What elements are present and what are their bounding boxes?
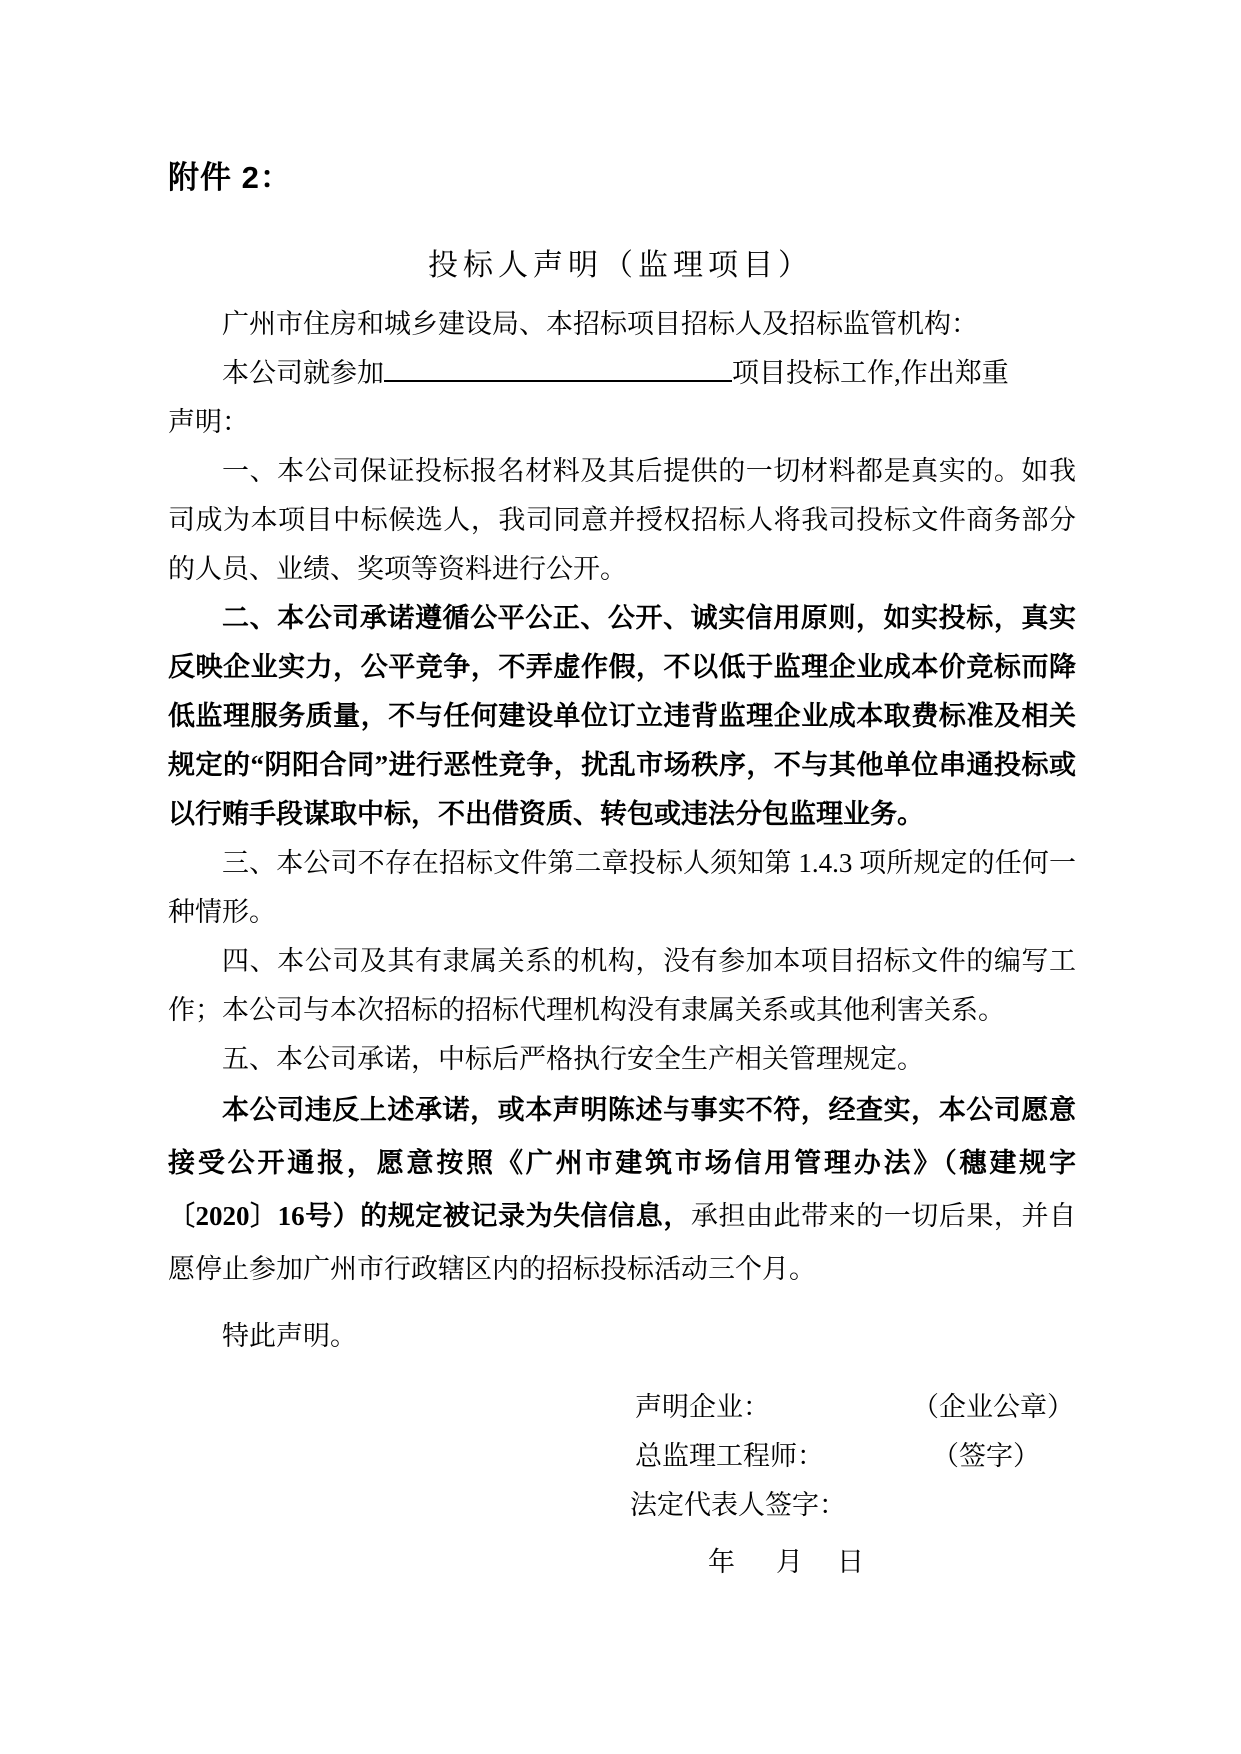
closing-statement: 特此声明。 xyxy=(222,1321,357,1351)
legal-representative-label: 法定代表人签字： xyxy=(630,1490,846,1520)
clause-4: 四、本公司及其有隶属关系的机构，没有参加本项目招标文件的编写工作；本公司与本次招标的招标代理机构没有隶属关系或其他利害关系。 xyxy=(168,946,1076,1025)
intro-paragraph xyxy=(168,349,1076,447)
signature-row-company xyxy=(168,1383,1076,1432)
page-title: 投标人声明（监理项目） xyxy=(428,249,813,282)
intro-prefix: 本公司就参加 xyxy=(222,358,384,388)
commitment-regular-text: 承担由此带来的一切后果，并自愿停止参加广州市行政辖区内的招标投标活动三个月。 xyxy=(168,1201,1077,1284)
intro-suffix: 项目投标工作,作出郑重 xyxy=(732,358,1009,388)
document-body xyxy=(168,300,1076,1587)
clause-3: 三、本公司不存在招标文件第二章投标人须知第 1.4.3 项所规定的任何一种情形。 xyxy=(168,848,1076,927)
intro-continuation: 声明： xyxy=(168,407,249,437)
date-day-label: 日 xyxy=(837,1547,864,1577)
company-stamp-note: （企业公章） xyxy=(912,1392,1074,1422)
supervisor-sign-note: （签字） xyxy=(932,1441,1040,1471)
signature-row-representative xyxy=(168,1481,1076,1530)
commitment-paragraph xyxy=(168,1084,1076,1296)
clause-2: 二、本公司承诺遵循公平公正、公开、诚实信用原则，如实投标，真实反映企业实力，公平竞争，不弄虚作假，不以低于监理企业成本价竞标而降低监理服务质量，不与任何建设单位订立违背监理企业成本取费标准及相关规定的“阴阳合同”进行恶性竞争，扰乱市场秩序，不与其他单位串通投标或以行贿手段谋取中标，不出借资质、转包或违法分包监理业务。 xyxy=(168,603,1076,829)
signature-row-supervisor xyxy=(168,1432,1076,1481)
date-month-label: 月 xyxy=(776,1547,803,1577)
date-year-label: 年 xyxy=(708,1547,735,1577)
date-line xyxy=(168,1538,1076,1587)
attachment-label: 附件 2： xyxy=(168,160,292,195)
signature-block xyxy=(168,1383,1076,1587)
commitment-bold-text: 本公司违反上述承诺，或本声明陈述与事实不符，经查实，本公司愿意接受公开通报，愿意按照《广州市建筑市场信用管理办法》（穗建规字〔2020〕16号）的规定被记录为失信信息， xyxy=(168,1095,1076,1231)
project-name-blank[interactable] xyxy=(384,353,732,382)
clause-1: 一、本公司保证投标报名材料及其后提供的一切材料都是真实的。如我司成为本项目中标候选人，我司同意并授权招标人将我司投标文件商务部分的人员、业绩、奖项等资料进行公开。 xyxy=(168,456,1076,584)
clause-5: 五、本公司承诺，中标后严格执行安全生产相关管理规定。 xyxy=(222,1044,924,1074)
salutation-line: 广州市住房和城乡建设局、本招标项目招标人及招标监管机构： xyxy=(222,309,978,339)
declaring-company-label: 声明企业： xyxy=(635,1392,770,1422)
chief-supervisor-label: 总监理工程师： xyxy=(635,1441,824,1471)
